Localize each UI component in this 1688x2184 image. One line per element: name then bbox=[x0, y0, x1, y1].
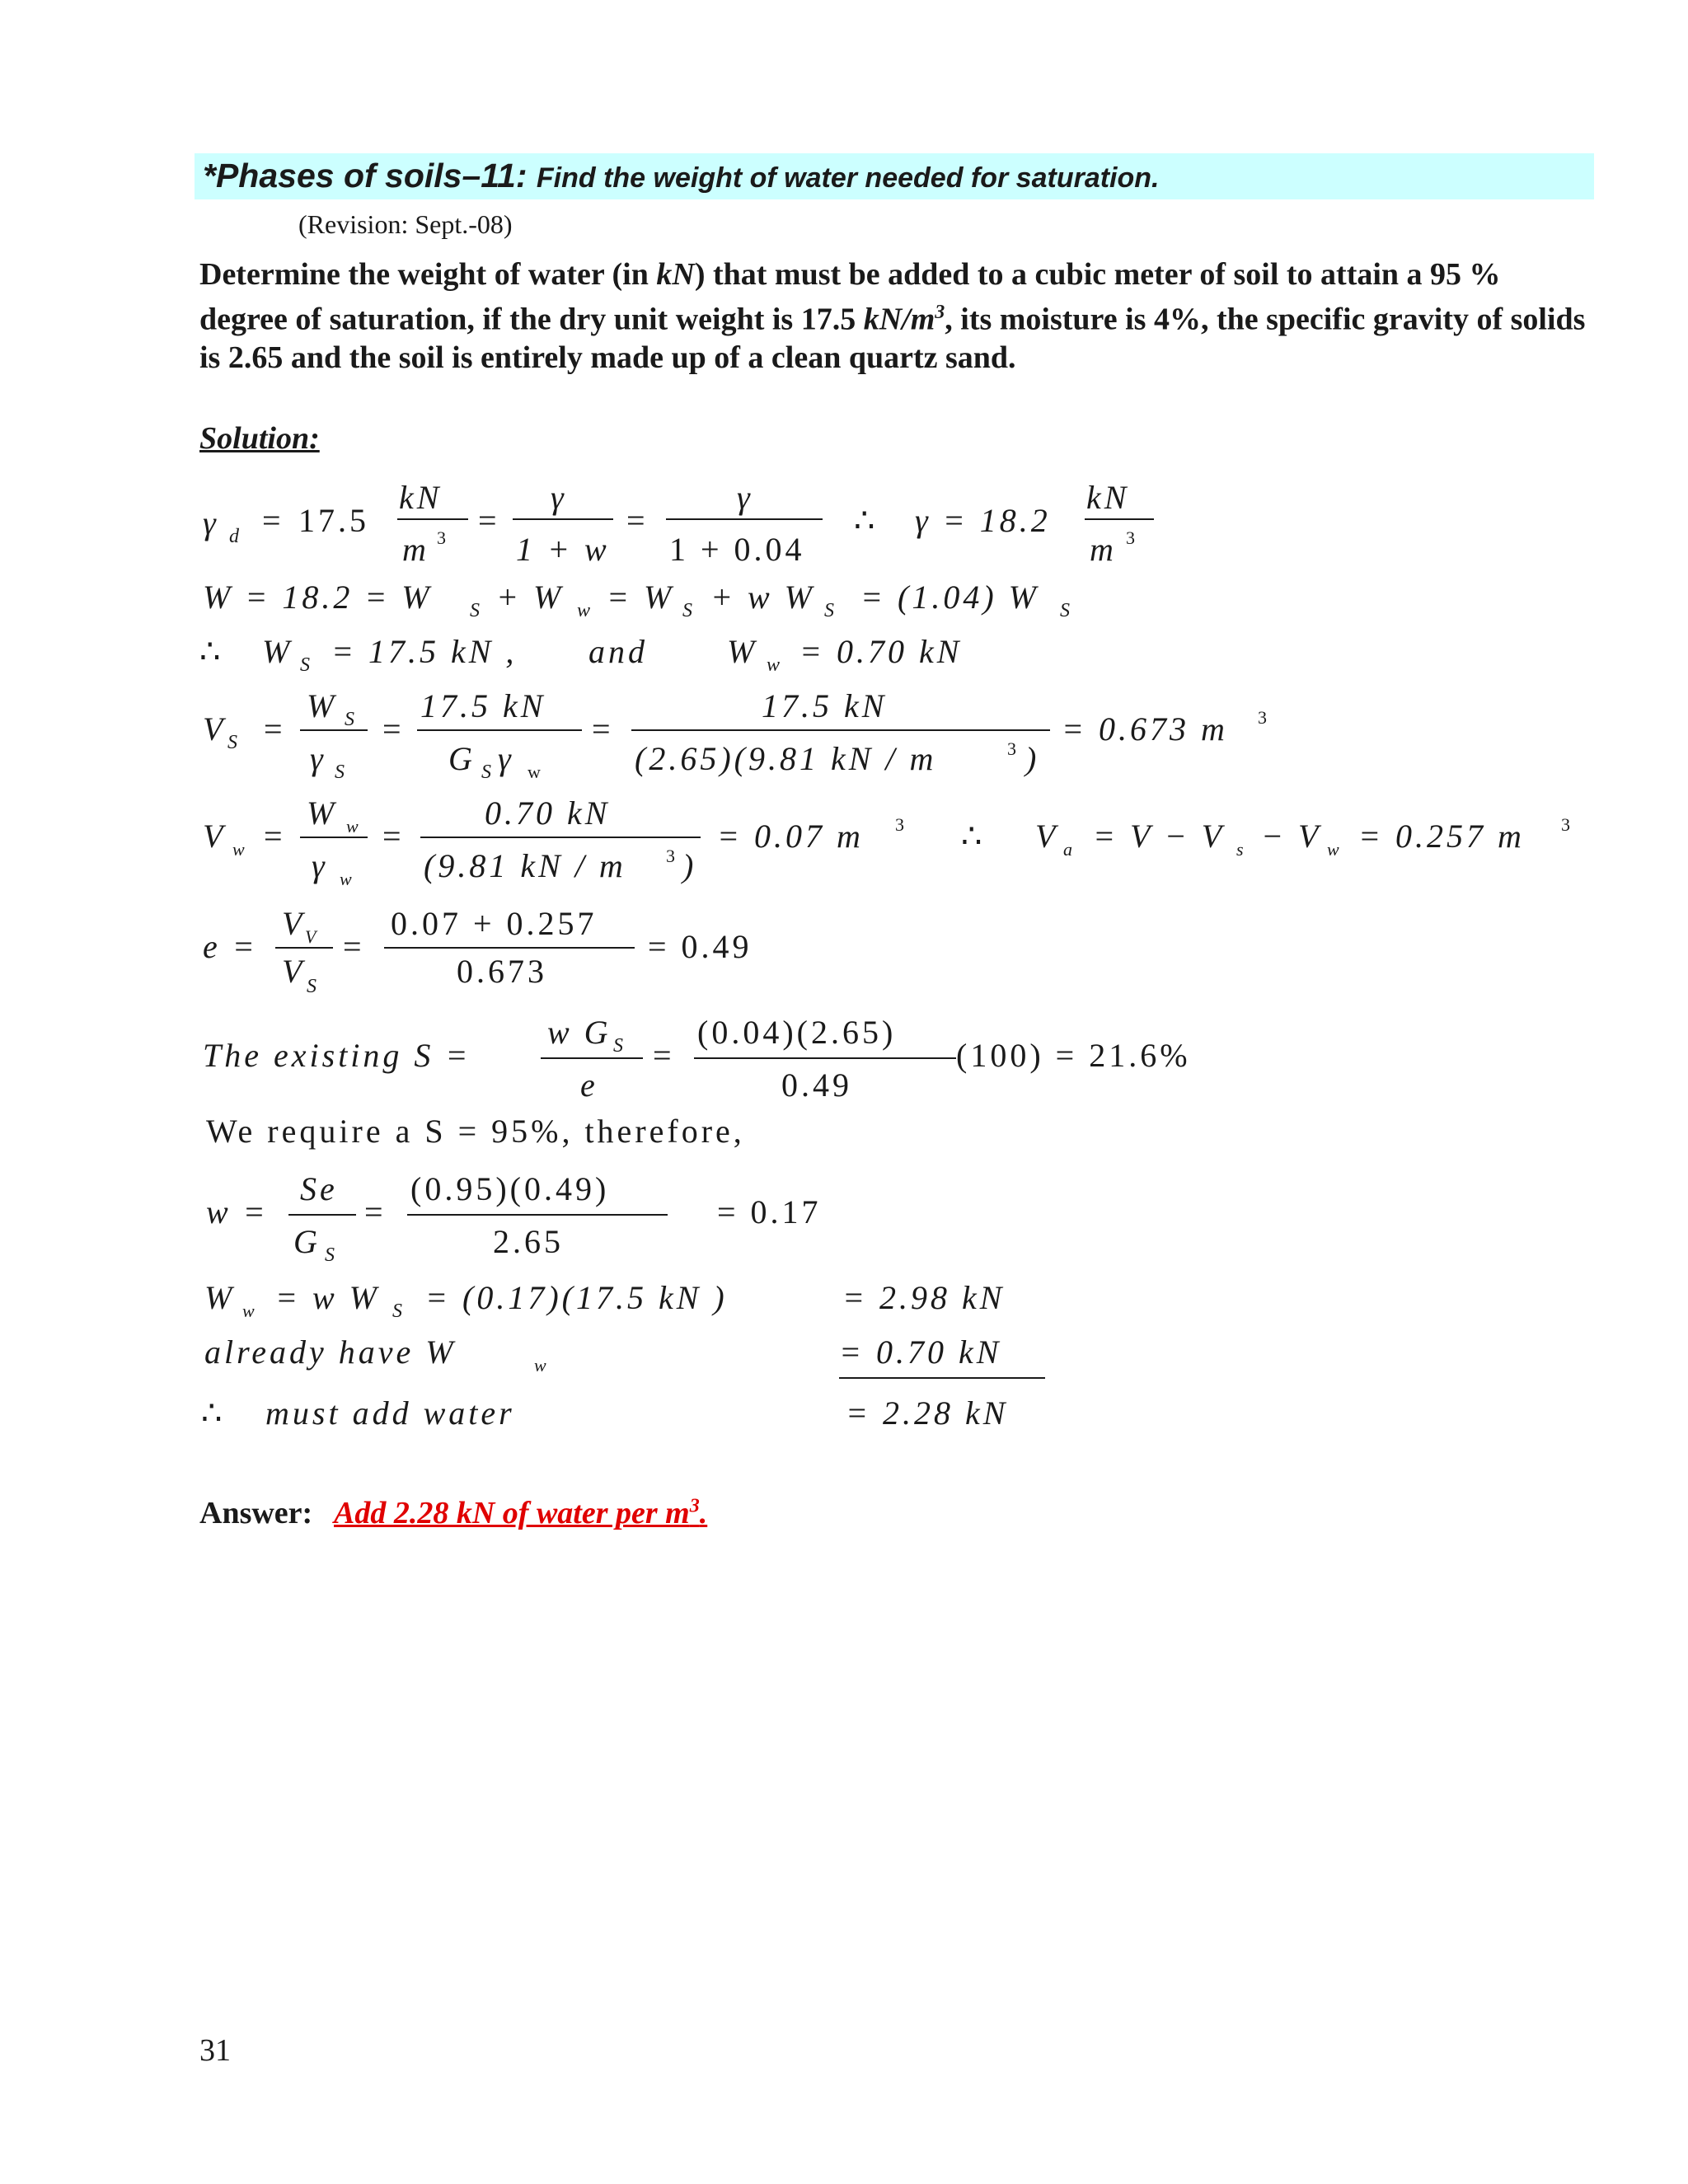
equation-8 bbox=[206, 1113, 745, 1150]
gamma-symbol: γ bbox=[310, 740, 326, 777]
void-ratio-result: = 0.49 bbox=[648, 928, 753, 965]
already-have-label: already have W bbox=[204, 1333, 457, 1371]
va-result: = 0.257 m bbox=[1358, 818, 1525, 855]
ww-symbol: W bbox=[727, 633, 758, 670]
equation-12 bbox=[201, 1394, 1008, 1432]
unit-m: m bbox=[1090, 531, 1117, 568]
solution-heading: Solution: bbox=[199, 421, 320, 456]
equation-5 bbox=[203, 794, 1573, 889]
equation-4 bbox=[203, 687, 1270, 783]
title-subtitle: Find the weight of water needed for saturation. bbox=[536, 162, 1160, 194]
equals-sign: = bbox=[653, 1037, 675, 1074]
subscript-s: S bbox=[613, 1035, 626, 1057]
numerator-product: (0.04)(2.65) bbox=[697, 1014, 897, 1051]
gamma-symbol: γ bbox=[551, 479, 567, 516]
equals-ws: = W bbox=[607, 579, 675, 616]
equals-sign: = bbox=[264, 710, 286, 748]
vs-symbol: V bbox=[282, 953, 306, 990]
equals-sign: = bbox=[382, 818, 405, 855]
subscript-s: S bbox=[325, 1244, 338, 1266]
revision-note: (Revision: Sept.-08) bbox=[298, 209, 513, 239]
exponent-3: 3 bbox=[1258, 707, 1270, 728]
denominator-0-49: 0.49 bbox=[781, 1066, 852, 1104]
subscript-a: a bbox=[1063, 839, 1076, 860]
vw-symbol: V bbox=[203, 818, 227, 855]
problem-text-3: , its moisture is 4%, the specific gravity of solids is 2.65 and the soil is entirely made up of a clean quartz sand. bbox=[199, 302, 1586, 375]
subscript-d: d bbox=[229, 526, 242, 547]
vv-symbol: V bbox=[282, 905, 306, 942]
denominator-1-plus-0-04: 1 + 0.04 bbox=[669, 531, 805, 568]
moisture-result: = 0.17 bbox=[717, 1193, 822, 1230]
equals-sign: = bbox=[382, 710, 405, 748]
problem-unit: kN/m bbox=[863, 302, 935, 337]
answer-period: . bbox=[699, 1496, 708, 1530]
va-expression: = V − V bbox=[1093, 818, 1226, 855]
therefore-symbol: ∴ bbox=[854, 502, 879, 539]
subscript-w: w bbox=[242, 1301, 258, 1321]
vs-result: = 0.673 m bbox=[1062, 710, 1228, 748]
equation-11 bbox=[204, 1333, 1045, 1378]
numerator-se: Se bbox=[300, 1170, 338, 1207]
equals-sign: = bbox=[262, 502, 284, 539]
numerator-0-70-kn: 0.70 kN bbox=[485, 794, 611, 832]
subscript-s: S bbox=[824, 600, 837, 621]
gamma-result: γ = 18.2 bbox=[915, 502, 1051, 539]
subscript-s: S bbox=[307, 976, 320, 997]
denominator-1-plus-w: 1 + w bbox=[516, 531, 610, 568]
equals-1-04-ws: = (1.04) W bbox=[860, 579, 1039, 616]
gamma-symbol: γ bbox=[203, 504, 219, 541]
equals-sign: = bbox=[264, 818, 286, 855]
unit-kn: kN bbox=[1086, 479, 1130, 516]
numerator-17-5-kn: 17.5 kN bbox=[762, 687, 888, 724]
subscript-s: S bbox=[335, 762, 348, 783]
denominator-2-65: 2.65 bbox=[493, 1223, 564, 1260]
ww-symbol: W bbox=[204, 1279, 236, 1316]
equation-10 bbox=[204, 1279, 1005, 1322]
plus-w-ws: + w W bbox=[710, 579, 815, 616]
problem-unit-exponent: 3 bbox=[935, 302, 945, 323]
equation-6 bbox=[203, 905, 753, 997]
exponent-3: 3 bbox=[1126, 527, 1138, 548]
equation-7 bbox=[203, 1014, 1191, 1104]
equation-3 bbox=[199, 633, 962, 676]
numerator-sum: 0.07 + 0.257 bbox=[391, 905, 598, 942]
va-symbol: V bbox=[1035, 818, 1059, 855]
title-main: *Phases of soils–11: bbox=[203, 157, 537, 194]
ws-value: = 17.5 kN , bbox=[331, 633, 518, 670]
equals-sign: = bbox=[592, 710, 614, 748]
vw-result: = 0.07 m bbox=[717, 818, 864, 855]
numerator-product: (0.95)(0.49) bbox=[410, 1170, 610, 1207]
water-calc: = (0.17)(17.5 kN ) bbox=[425, 1279, 728, 1316]
subscript-w: w bbox=[534, 1355, 550, 1376]
water-to-add: = 2.28 kN bbox=[846, 1394, 1009, 1432]
weight-equation-lhs: W = 18.2 = W bbox=[203, 579, 433, 616]
exponent-3: 3 bbox=[437, 527, 449, 548]
and-word: and bbox=[588, 633, 648, 670]
equation-2 bbox=[203, 579, 1073, 621]
subscript-w: w bbox=[1327, 839, 1343, 860]
exponent-3: 3 bbox=[666, 846, 678, 866]
existing-saturation-label: The existing S = bbox=[203, 1037, 471, 1074]
equals-sign: = bbox=[478, 502, 500, 539]
subscript-s: S bbox=[392, 1301, 406, 1322]
must-add-water-label: must add water bbox=[265, 1394, 515, 1432]
problem-text-1: Determine the weight of water (in bbox=[199, 257, 657, 292]
denominator-e: e bbox=[580, 1066, 598, 1104]
subscript-w: w bbox=[767, 654, 784, 676]
equals-sign: = bbox=[364, 1193, 387, 1230]
plus-ww: + W bbox=[496, 579, 565, 616]
ws-numerator: W bbox=[307, 687, 338, 724]
unit-kn: kN bbox=[399, 479, 443, 516]
gamma-symbol: γ bbox=[737, 479, 753, 516]
denominator-0-673: 0.673 bbox=[457, 953, 547, 990]
subscript-w: w bbox=[577, 600, 594, 621]
equals-w-ws: = w W bbox=[275, 1279, 380, 1316]
therefore-symbol: ∴ bbox=[201, 1394, 226, 1432]
numerator-w-gs: w G bbox=[547, 1014, 612, 1051]
equals-sign: = bbox=[343, 928, 365, 965]
numerator-17-5-kn: 17.5 kN bbox=[420, 687, 546, 724]
closing-paren: ) bbox=[1025, 740, 1040, 777]
ww-numerator: W bbox=[307, 794, 338, 832]
subscript-s: S bbox=[481, 762, 495, 783]
denominator-product: (2.65)(9.81 kN / m bbox=[635, 740, 937, 777]
subscript-v: V bbox=[305, 926, 320, 947]
denominator-9-81: (9.81 kN / m bbox=[424, 847, 626, 884]
subscript-s: S bbox=[1060, 600, 1073, 621]
subscript-s: S bbox=[300, 654, 313, 676]
subscript-s: S bbox=[227, 732, 241, 753]
answer-value: Add 2.28 kN of water per m bbox=[334, 1496, 690, 1530]
minus-vw: − V bbox=[1261, 818, 1322, 855]
required-water: = 2.98 kN bbox=[842, 1279, 1006, 1316]
problem-text-2: ) that must be added to a cubic meter of soil to attain a 95 % degree of saturation, if the dry unit weight is 17.5 bbox=[199, 257, 1501, 337]
subscript-w: w bbox=[232, 839, 248, 860]
subscript-w: w bbox=[340, 869, 355, 889]
subscript-s: S bbox=[345, 709, 358, 730]
page-number: 31 bbox=[199, 2033, 231, 2068]
unit-m: m bbox=[402, 531, 429, 568]
void-ratio-lhs: e = bbox=[203, 928, 258, 965]
gamma-symbol: γ bbox=[312, 847, 328, 884]
subscript-s: s bbox=[1236, 839, 1247, 860]
gs-symbol: G bbox=[293, 1223, 321, 1260]
ww-value: = 0.70 kN bbox=[799, 633, 963, 670]
required-saturation-statement: We require a S = 95%, therefore, bbox=[206, 1113, 745, 1150]
therefore-symbol: ∴ bbox=[961, 818, 986, 855]
answer-exponent: 3 bbox=[689, 1495, 700, 1517]
exponent-3: 3 bbox=[1007, 738, 1020, 759]
therefore-symbol: ∴ bbox=[199, 633, 224, 670]
equation-1 bbox=[203, 479, 1154, 568]
exponent-3: 3 bbox=[895, 814, 907, 835]
answer-text bbox=[334, 1495, 707, 1531]
vs-symbol: V bbox=[203, 710, 227, 748]
subscript-w: w bbox=[528, 762, 544, 782]
moisture-lhs: w = bbox=[206, 1193, 269, 1230]
value-17-5: 17.5 bbox=[298, 502, 369, 539]
equals-sign: = bbox=[626, 502, 649, 539]
gamma-symbol: γ bbox=[498, 740, 514, 777]
subscript-s: S bbox=[470, 600, 483, 621]
existing-water: = 0.70 kN bbox=[839, 1333, 1002, 1371]
closing-paren: ) bbox=[682, 847, 697, 884]
subscript-s: S bbox=[682, 600, 696, 621]
subscript-w: w bbox=[346, 816, 362, 837]
saturation-result: (100) = 21.6% bbox=[956, 1037, 1191, 1074]
ws-symbol: W bbox=[262, 633, 293, 670]
answer-label: Answer: bbox=[199, 1496, 313, 1530]
exponent-3: 3 bbox=[1561, 814, 1573, 835]
problem-unit-kn: kN bbox=[656, 257, 695, 292]
gs-symbol: G bbox=[448, 740, 476, 777]
equation-9 bbox=[206, 1170, 822, 1266]
